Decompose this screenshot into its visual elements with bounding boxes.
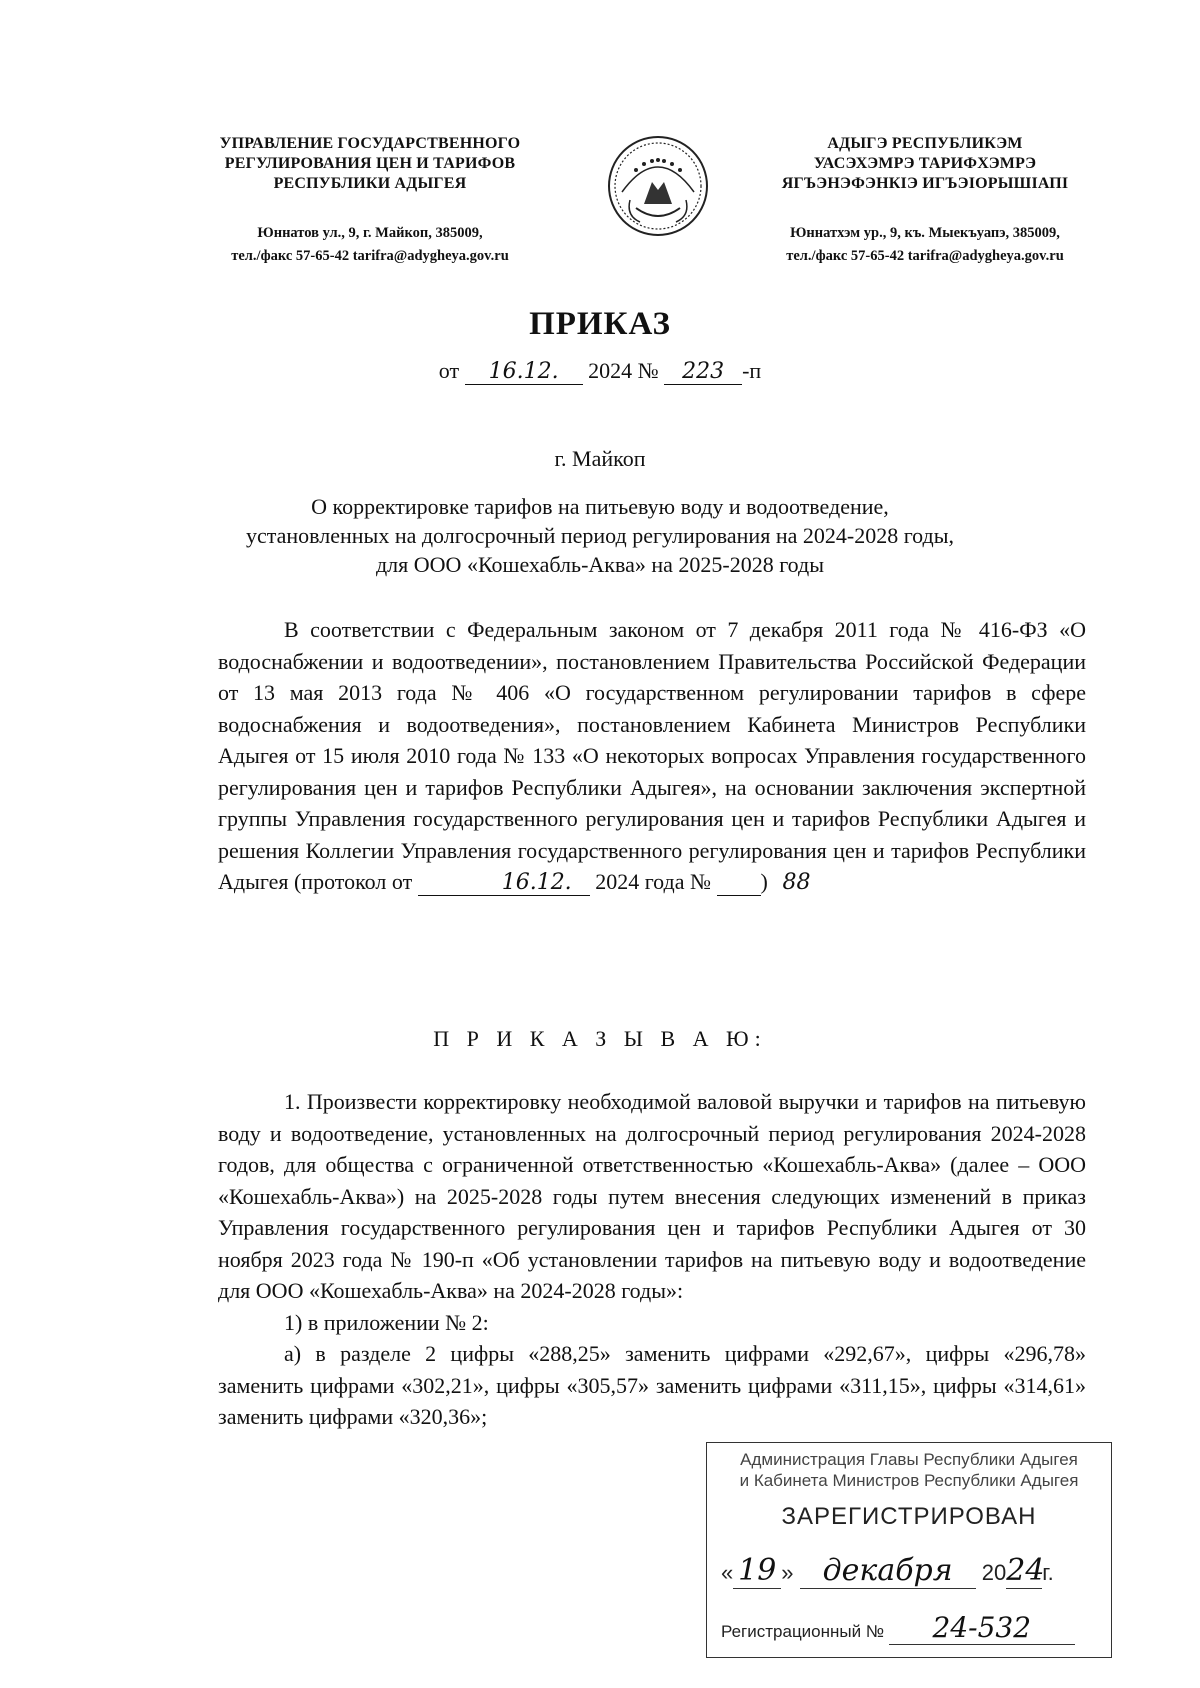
stamp-registered: ЗАРЕГИСТРИРОВАН: [781, 1503, 1037, 1530]
subject-line: О корректировке тарифов на питьевую воду и водоотведение,: [311, 494, 889, 519]
order-date-number: [0, 358, 1200, 385]
subject-line: установленных на долгосрочный период регулирования на 2024-2028 годы,: [245, 523, 955, 548]
preamble-text: В соответствии с Федеральным законом от 7 декабря 2011 года № 416-ФЗ «О водоснабжении и водоотведении», постановлением Правительства Российской Федерации от 13 мая 2013 года № 406 «О государственном регулировании тарифов в сфере водоснабжения и водоотведения», постановлением Кабинета Министров Республики Адыгея от 15 июля 2010 года № 133 «О некоторых вопросах Управления государственного регулирования цен и тарифов Республики Адыгея», на основании заключения экспертной группы Управления государственного регулирования цен и тарифов Республики Адыгея и решения Коллегии Управления государственного регулирования цен и тарифов Республики Адыгея (протокол от: [218, 617, 1086, 894]
stamp-day-handwritten: 19: [733, 1553, 781, 1589]
body-section: [218, 1086, 1086, 1433]
order-number-handwritten: 223: [664, 360, 742, 385]
preamble-text-end: ): [760, 869, 768, 894]
preamble-paragraph: [218, 614, 1086, 898]
subject: [150, 492, 1050, 579]
registration-stamp: [706, 1442, 1112, 1658]
header-right-line: ЯГЪЭНЭФЭНКIЭ ИГЪЭIОРЫШIАПI: [781, 175, 1069, 192]
header-left-line: РЕГУЛИРОВАНИЯ ЦЕН И ТАРИФОВ: [224, 155, 516, 172]
header-left-line: РЕСПУБЛИКИ АДЫГЕЯ: [273, 175, 467, 192]
header-left-org: [160, 134, 580, 194]
stamp-org-line: Администрация Главы Республики Адыгея: [740, 1450, 1078, 1469]
header-right-line: АДЫГЭ РЕСПУБЛИКЭМ: [827, 135, 1023, 152]
city: г. Майкоп: [554, 446, 646, 471]
preamble-text-mid: 2024 года №: [595, 869, 711, 894]
protocol-date-handwritten: 16.12.: [418, 871, 590, 896]
order-date-handwritten: 16.12.: [465, 360, 583, 385]
stamp-org: [717, 1449, 1101, 1491]
header-right-org: [705, 134, 1145, 194]
stamp-number-handwritten: 24-532: [889, 1611, 1075, 1645]
address-line: Юннатхэм ур., 9, къ. Мыекъуапэ, 385009,: [790, 225, 1060, 241]
protocol-number-handwritten: 88: [717, 871, 761, 896]
header-right-address: [705, 222, 1145, 268]
stamp-year-suffix: г.: [1042, 1560, 1054, 1585]
stamp-year-prefix: 20: [981, 1560, 1007, 1585]
decree-word: П Р И К А З Ы В А Ю:: [433, 1026, 767, 1051]
sub-item-a: а) в разделе 2 цифры «288,25» заменить цифрами «292,67», цифры «296,78» заменить цифрами «302,21», цифры «305,57» заменить цифрами «311,15», цифры «314,61» заменить цифрами «320,36»;: [218, 1341, 1086, 1429]
header-left-line: УПРАВЛЕНИЕ ГОСУДАРСТВЕННОГО: [219, 135, 521, 152]
stamp-reg-number: [721, 1611, 1101, 1645]
address-line: тел./факс 57-65-42 tarifra@adygheya.gov.ru: [231, 248, 509, 264]
date-prefix: от: [438, 358, 460, 383]
sub-item-1: 1) в приложении № 2:: [284, 1309, 489, 1335]
header-left-address: [150, 222, 590, 268]
stamp-year-handwritten: 24: [1006, 1553, 1045, 1588]
stamp-date: [721, 1553, 1101, 1589]
stamp-open-quote: «: [721, 1560, 734, 1585]
header-right-line: УАСЭХЭМРЭ ТАРИФХЭМРЭ: [813, 155, 1037, 172]
stamp-number-label: Регистрационный №: [721, 1622, 885, 1641]
stamp-month-handwritten: декабря: [800, 1553, 976, 1589]
address-line: тел./факс 57-65-42 tarifra@adygheya.gov.ru: [786, 248, 1064, 264]
order-number-suffix: -п: [742, 358, 762, 383]
document-title: ПРИКАЗ: [529, 306, 671, 342]
subject-line: для ООО «Кошехабль-Аква» на 2025-2028 годы: [375, 552, 825, 577]
stamp-org-line: и Кабинета Министров Республики Адыгея: [739, 1471, 1079, 1490]
stamp-close-quote: »: [781, 1560, 794, 1585]
coat-of-arms-icon: [606, 132, 710, 240]
address-line: Юннатов ул., 9, г. Майкоп, 385009,: [257, 225, 483, 241]
order-year: 2024 №: [588, 358, 659, 383]
item-1-paragraph: 1. Произвести корректировку необходимой валовой выручки и тарифов на питьевую воду и водоотведение, установленных на долгосрочный период регулирования 2024-2028 годов, для общества с ограниченной ответственностью «Кошехабль-Аква» (далее – ООО «Кошехабль-Аква») на 2025-2028 годы путем внесения следующих изменений в приказ Управления государственного регулирования цен и тарифов Республики Адыгея от 30 ноября 2023 года № 190-п «Об установлении тарифов на питьевую воду и водоотведение для ООО «Кошехабль-Аква» на 2024-2028 годы»:: [218, 1089, 1086, 1303]
